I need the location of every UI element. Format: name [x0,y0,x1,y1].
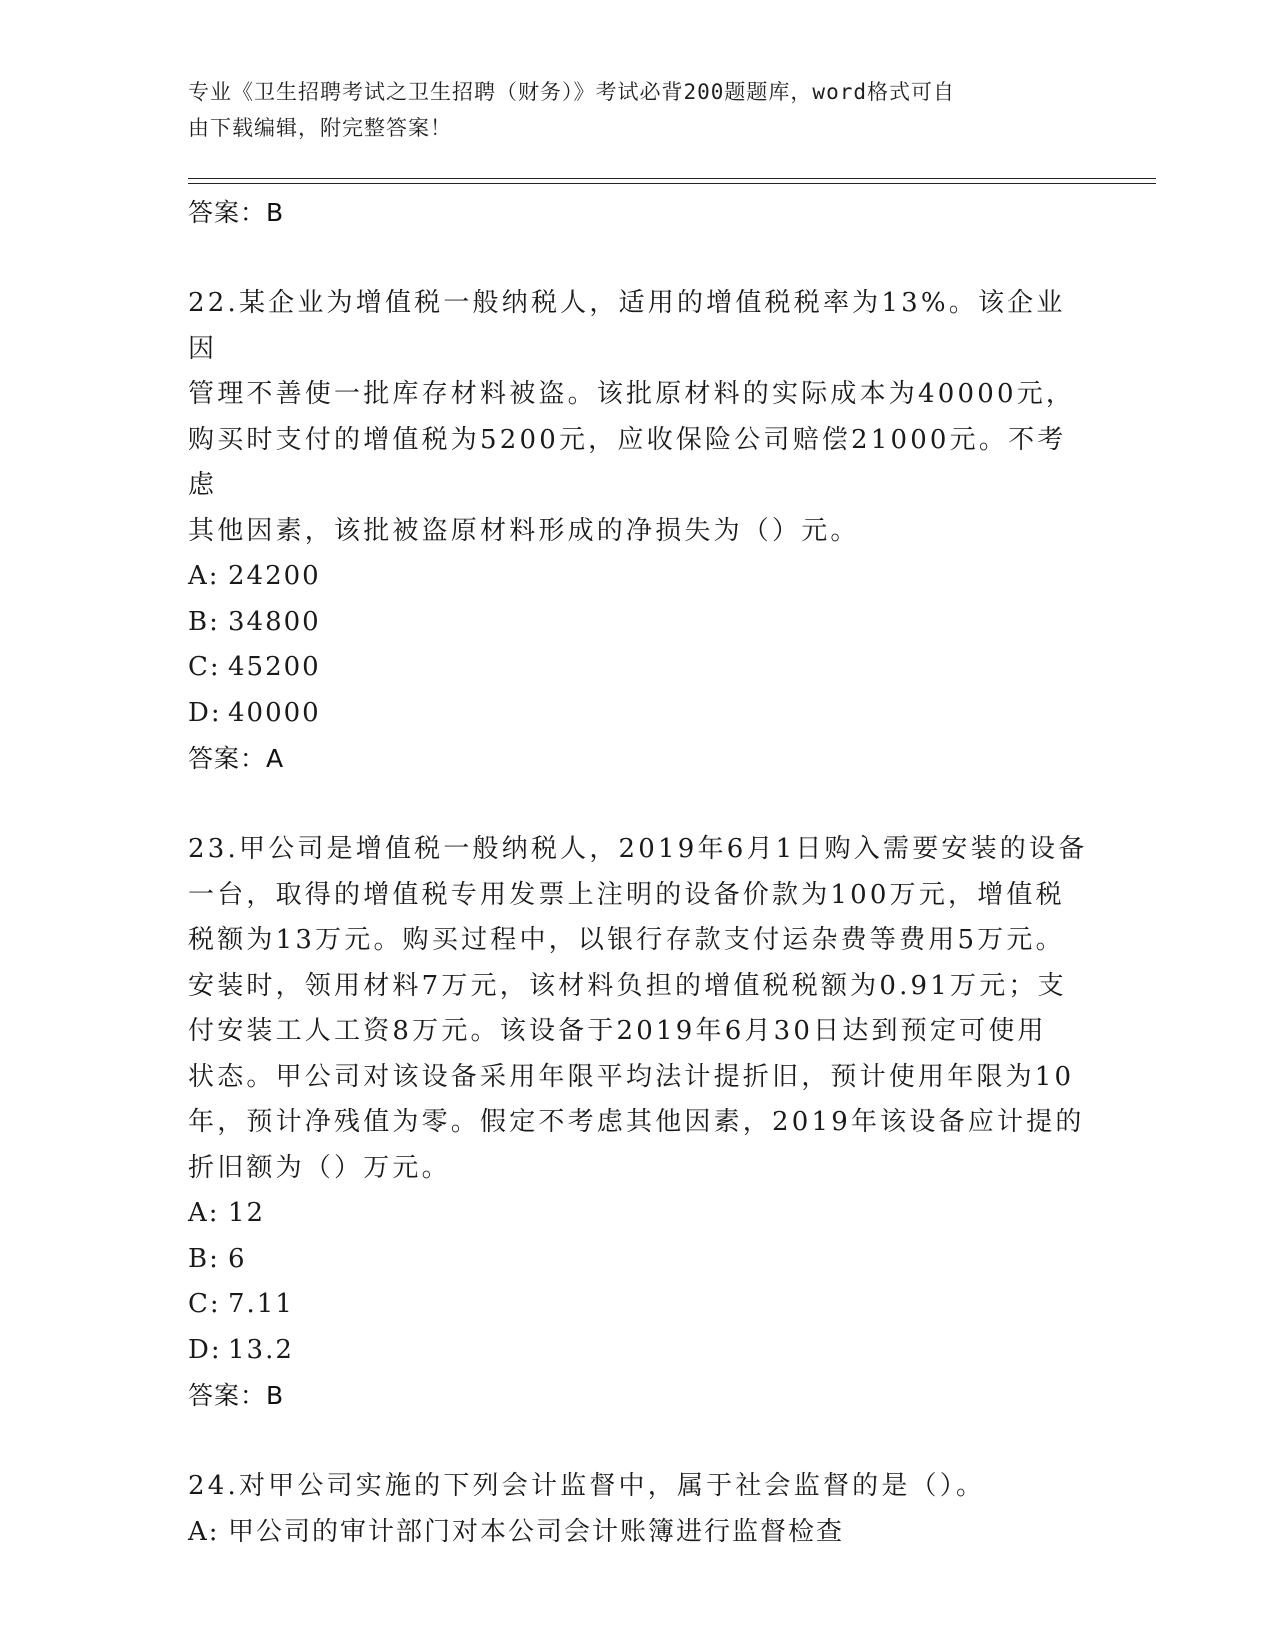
option-text: 甲公司的审计部门对本公司会计账簿进行监督检查 [228,1516,845,1547]
previous-answer: 答案：B [188,198,285,227]
header-rule-bottom [188,183,1156,184]
stem-line: 折旧额为（）万元。 [188,1152,451,1183]
option-text: 45200 [228,652,321,682]
stem-line: 管理不善使一批库存材料被盗。该批原材料的实际成本为40000元， [188,379,1076,409]
option-b [188,1237,1088,1283]
stem-line: 24.对甲公司实施的下列会计监督中，属于社会监督的是（）。 [188,1471,986,1501]
option-text: 7.11 [228,1289,294,1319]
option-label: D: [188,1334,222,1365]
stem-line: 付安装工人工资8万元。该设备于2019年6月30日达到预定可使用 [188,1016,1047,1046]
option-text: 12 [228,1198,266,1228]
stem-line: 其他因素，该批被盗原材料形成的净损失为（）元。 [188,515,860,546]
header-line-2: 由下载编辑，附完整答案！ [188,116,452,140]
stem-line: 安装时，领用材料7万元，该材料负担的增值税税额为0.91万元；支 [188,970,1067,1001]
header-rule-top [188,178,1156,179]
option-label: B: [188,606,220,637]
stem-line: 22.某企业为增值税一般纳税人，适用的增值税税率为13%。该企业因 [188,288,1066,364]
stem-line: 年，预计净残值为零。假定不考虑其他因素，2019年该设备应计提的 [188,1107,1085,1137]
option-label: C: [188,1289,221,1319]
option-label: D: [188,697,222,728]
option-label: C: [188,652,221,682]
option-label: B: [188,1243,220,1274]
option-label: A: [188,561,220,591]
option-label: A: [188,1198,220,1228]
stem-line: 购买时支付的增值税为5200元，应收保险公司赔偿21000元。不考虑 [188,424,1067,500]
answer: 答案：A [188,744,285,773]
stem-line: 状态。甲公司对该设备采用年限平均法计提折旧，预计使用年限为10 [188,1061,1075,1092]
stem-line: 一台，取得的增值税专用发票上注明的设备价款为100万元，增值税 [188,879,1065,910]
option-c [188,645,1088,691]
option-d [188,1328,1088,1374]
option-a [188,1191,1088,1237]
option-text: 6 [228,1243,247,1274]
option-text: 13.2 [228,1334,294,1365]
option-b [188,600,1088,646]
option-a [188,554,1088,600]
option-a [188,1510,1088,1556]
stem-line: 税额为13万元。购买过程中，以银行存款支付运杂费等费用5万元。 [188,925,1065,955]
question-23 [188,827,1088,1419]
option-text: 34800 [228,606,321,637]
option-text: 40000 [228,697,321,728]
answer: 答案：B [188,1381,285,1410]
header-line-1: 专业《卫生招聘考试之卫生招聘（财务）》考试必背200题题库，word格式可自 [188,80,955,104]
question-stem [188,1464,1088,1510]
question-stem [188,827,1088,1191]
option-text: 24200 [228,561,321,591]
question-list [188,190,1088,1555]
option-d [188,691,1088,737]
question-24 [188,1464,1088,1555]
question-stem [188,281,1088,554]
question-22 [188,281,1088,782]
stem-line: 23.甲公司是增值税一般纳税人，2019年6月1日购入需要安装的设备 [188,834,1088,864]
option-c [188,1282,1088,1328]
option-label: A: [188,1516,220,1547]
page-header [188,74,1068,146]
